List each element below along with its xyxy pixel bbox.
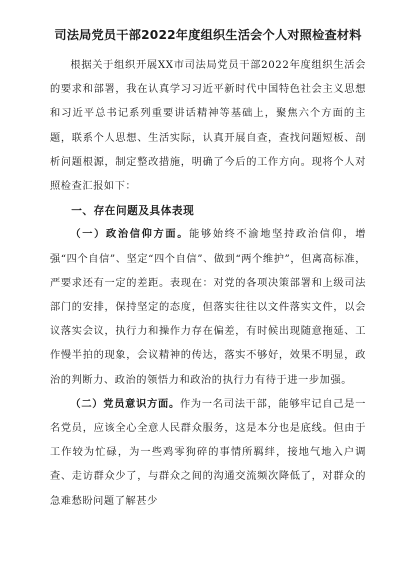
political-belief-paragraph: [50, 223, 366, 392]
political-belief-body: 能够始终不渝地坚持政治信仰，增强“四个自信”、坚定“四个自信”、做到“两个维护”，但离高标准，严要求还有一定的差距。表现在：对党的各项决策部署和上级司法部门的安排，保持坚定的态度，但落实往往以文件落实文件，以会议落实会议，执行力和操作力存在偏差，有时候出现随意拖延、工作慢半拍的现象，会议精神的传达，落实不够好，效果不明显，政治的判断力、政治的领悟力和政治的执行力有待于进一步加强。: [50, 229, 367, 386]
party-awareness-body: 作为一名司法干部，能够牢记自己是一名党员，应该全心全意人民群众服务，这是本分也是底线。但由于工作较为忙碌，为一些鸡零狗碎的事情所羁绊，接地气地入户调查、走访群众少了，与群众之间的沟通交流频次降低了，对群众的急难愁盼问题了解甚少: [50, 398, 366, 507]
party-awareness-lead: （二）党员意识方面。: [70, 398, 180, 410]
document-title: 司法局党员干部2022年度组织生活会个人对照检查材料: [54, 28, 362, 42]
political-belief-lead: （一）政治信仰方面。: [70, 229, 190, 241]
intro-paragraph: 根据关于组织开展XX市司法局党员干部2022年度组织生活会的要求和部署，我在认真学习习近平新时代中国特色社会主义思想和习近平总书记系列重要讲话精神等基础上，聚焦六个方面的主题，联系个人思想、生活实际，认真开展自查，查找问题短板、剖析问题根源，制定整改措施，明确了今后的工作方向。现将个人对照检查汇报如下：: [50, 60, 366, 193]
section-heading: 一、存在问题及具体表现: [71, 205, 195, 218]
party-awareness-paragraph: [50, 393, 366, 514]
